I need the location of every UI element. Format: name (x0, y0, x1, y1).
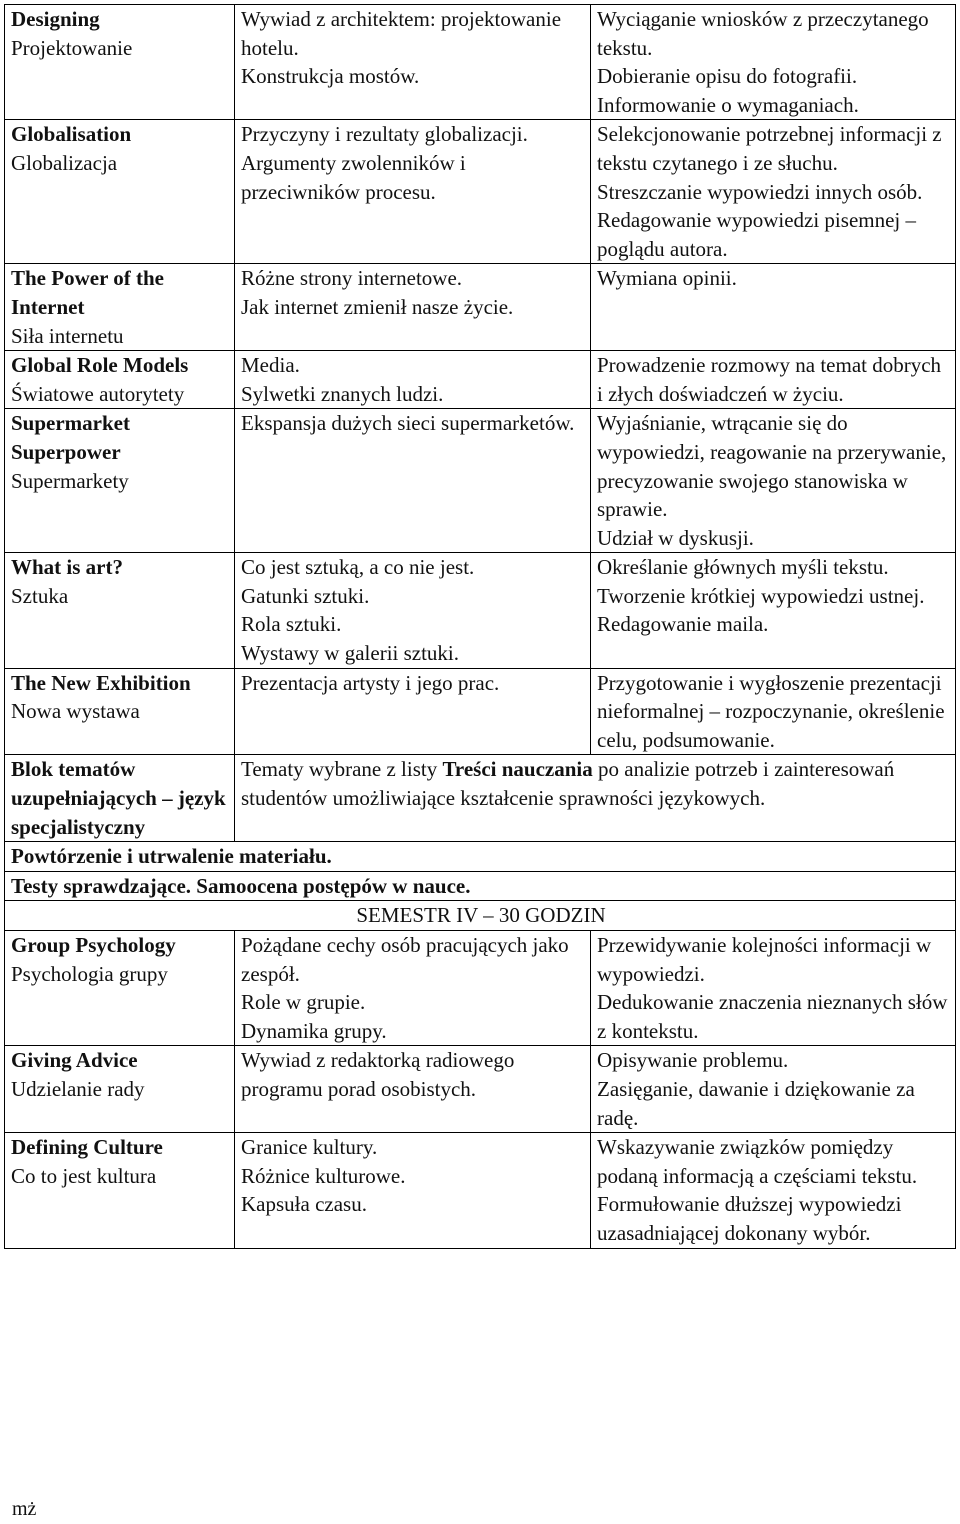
topic-title-pl: Co to jest kultura (11, 1163, 157, 1188)
skills-cell (591, 264, 956, 351)
skills-cell (591, 1133, 956, 1248)
topic-title-cell (5, 5, 235, 120)
topic-content-text: Przyczyny i rezultaty globalizacji. Argumenty zwolenników i przeciwników procesu. (241, 122, 528, 204)
skills-text: Przygotowanie i wygłoszenie prezentacji nieformalnej – rozpoczynanie, określenie celu, podsumowanie. (597, 670, 945, 752)
topic-title-cell (5, 668, 235, 755)
topic-row (5, 1133, 956, 1248)
topic-title-pl: Globalizacja (11, 150, 118, 175)
skills-text: Wyjaśnianie, wtrącanie się do wypowiedzi, reagowanie na przerywanie, precyzowanie swojego stanowiska w sprawie. Udział w dyskusji. (597, 411, 947, 550)
block-text-after: po analizie potrzeb i zainteresowań studentów umożliwiające kształcenie sprawności językowych. (241, 757, 895, 811)
topic-content-text: Wywiad z redaktorką radiowego programu porad osobistych. (241, 1048, 515, 1101)
skills-text: Wyciąganie wniosków z przeczytanego tekstu. Dobieranie opisu do fotografii. Informowanie o wymaganiach. (597, 7, 929, 117)
topic-title-en: Giving Advice (11, 1048, 138, 1073)
supplementary-block-label: Blok tematów uzupełniających – język specjalistyczny (5, 755, 235, 842)
topic-title-cell (5, 1046, 235, 1133)
skills-text: Prowadzenie rozmowy na temat dobrych i złych doświadczeń w życiu. (597, 353, 942, 406)
topic-title-en: What is art? (11, 555, 123, 580)
topic-title-cell (5, 409, 235, 553)
topic-title-en: Global Role Models (11, 353, 189, 378)
topic-title-cell (5, 553, 235, 668)
footer-initials: mż (12, 1498, 37, 1520)
topic-content-cell (235, 1046, 591, 1133)
topic-row (5, 5, 956, 120)
skills-cell (591, 120, 956, 264)
topic-title-cell (5, 120, 235, 264)
topic-content-cell (235, 5, 591, 120)
skills-cell (591, 409, 956, 553)
topic-title-pl: Nowa wystawa (11, 699, 140, 724)
topic-title-pl: Światowe autorytety (11, 381, 185, 406)
topic-title-cell (5, 351, 235, 409)
topic-title-en: The New Exhibition (11, 670, 191, 695)
topic-title-pl: Projektowanie (11, 35, 133, 60)
skills-text: Określanie głównych myśli tekstu. Tworzenie krótkiej wypowiedzi ustnej. Redagowanie maila. (597, 555, 925, 637)
topic-content-cell (235, 553, 591, 668)
skills-text: Przewidywanie kolejności informacji w wypowiedzi. Dedukowanie znaczenia nieznanych słów z kontekstu. (597, 933, 948, 1043)
topic-content-cell (235, 931, 591, 1046)
topic-title-en: Defining Culture (11, 1135, 163, 1160)
topic-title-cell (5, 931, 235, 1046)
topic-content-cell (235, 351, 591, 409)
topic-content-text: Pożądane cechy osób pracujących jako zespół. Role w grupie. Dynamika grupy. (241, 933, 569, 1043)
topic-row (5, 120, 956, 264)
block-text-bold: Treści nauczania (442, 757, 593, 782)
topic-title-pl: Siła internetu (11, 323, 124, 348)
topic-title-en: Globalisation (11, 122, 132, 147)
skills-cell (591, 553, 956, 668)
review-note-row (5, 842, 956, 872)
topic-content-text: Różne strony internetowe. Jak internet zmienił nasze życie. (241, 266, 514, 319)
topic-row (5, 351, 956, 409)
topic-title-pl: Udzielanie rady (11, 1076, 145, 1101)
skills-cell (591, 931, 956, 1046)
topic-title-en: The Power of the Internet (11, 266, 164, 319)
block-text-before: Tematy wybrane z listy (241, 757, 443, 782)
topic-title-en: Group Psychology (11, 933, 176, 957)
topic-content-text: Media. Sylwetki znanych ludzi. (241, 353, 444, 406)
skills-cell (591, 351, 956, 409)
skills-text: Wymiana opinii. (597, 266, 737, 291)
topic-content-cell (235, 120, 591, 264)
topic-content-cell (235, 264, 591, 351)
topic-row (5, 409, 956, 553)
topic-content-text: Co jest sztuką, a co nie jest. Gatunki sztuki. Rola sztuki. Wystawy w galerii sztuki. (241, 555, 475, 666)
semester-header: SEMESTR IV – 30 GODZIN (5, 901, 956, 931)
syllabus-body (5, 5, 956, 1249)
skills-cell (591, 668, 956, 755)
topic-row (5, 1046, 956, 1133)
skills-text: Wskazywanie związków pomiędzy podaną informacją a częściami tekstu. Formułowanie dłuższej wypowiedzi uzasadniającej dokonany wybór. (597, 1135, 918, 1245)
skills-cell (591, 5, 956, 120)
topic-content-text: Ekspansja dużych sieci supermarketów. (241, 411, 575, 436)
topic-content-cell (235, 409, 591, 553)
review-note: Powtórzenie i utrwalenie materiału. (5, 842, 956, 872)
semester-header-row (5, 901, 956, 931)
tests-note: Testy sprawdzające. Samoocena postępów w nauce. (5, 871, 956, 901)
topic-title-pl: Sztuka (11, 583, 69, 608)
topic-row (5, 668, 956, 755)
topic-content-cell (235, 1133, 591, 1248)
skills-text: Selekcjonowanie potrzebnej informacji z tekstu czytanego i ze słuchu. Streszczanie wypowiedzi innych osób. Redagowanie wypowiedzi pisemnej – poglądu autora. (597, 122, 942, 261)
skills-text: Opisywanie problemu. Zasięganie, dawanie i dziękowanie za radę. (597, 1048, 915, 1130)
topic-content-text: Wywiad z architektem: projektowanie hotelu. Konstrukcja mostów. (241, 7, 562, 89)
topic-content-text: Prezentacja artysty i jego prac. (241, 670, 500, 695)
supplementary-block-row (5, 755, 956, 842)
topic-title-pl: Supermarkety (11, 468, 129, 493)
topic-row (5, 553, 956, 668)
topic-content-cell (235, 668, 591, 755)
syllabus-table (4, 4, 956, 1249)
supplementary-block-text (235, 755, 956, 842)
topic-title-en: Designing (11, 7, 100, 31)
topic-title-pl: Psychologia grupy (11, 961, 168, 986)
skills-cell (591, 1046, 956, 1133)
topic-row (5, 264, 956, 351)
tests-note-row (5, 871, 956, 901)
topic-row (5, 931, 956, 1046)
topic-content-text: Granice kultury. Różnice kulturowe. Kapsuła czasu. (241, 1135, 406, 1217)
topic-title-cell (5, 264, 235, 351)
topic-title-en: Supermarket Superpower (11, 411, 130, 464)
topic-title-cell (5, 1133, 235, 1248)
